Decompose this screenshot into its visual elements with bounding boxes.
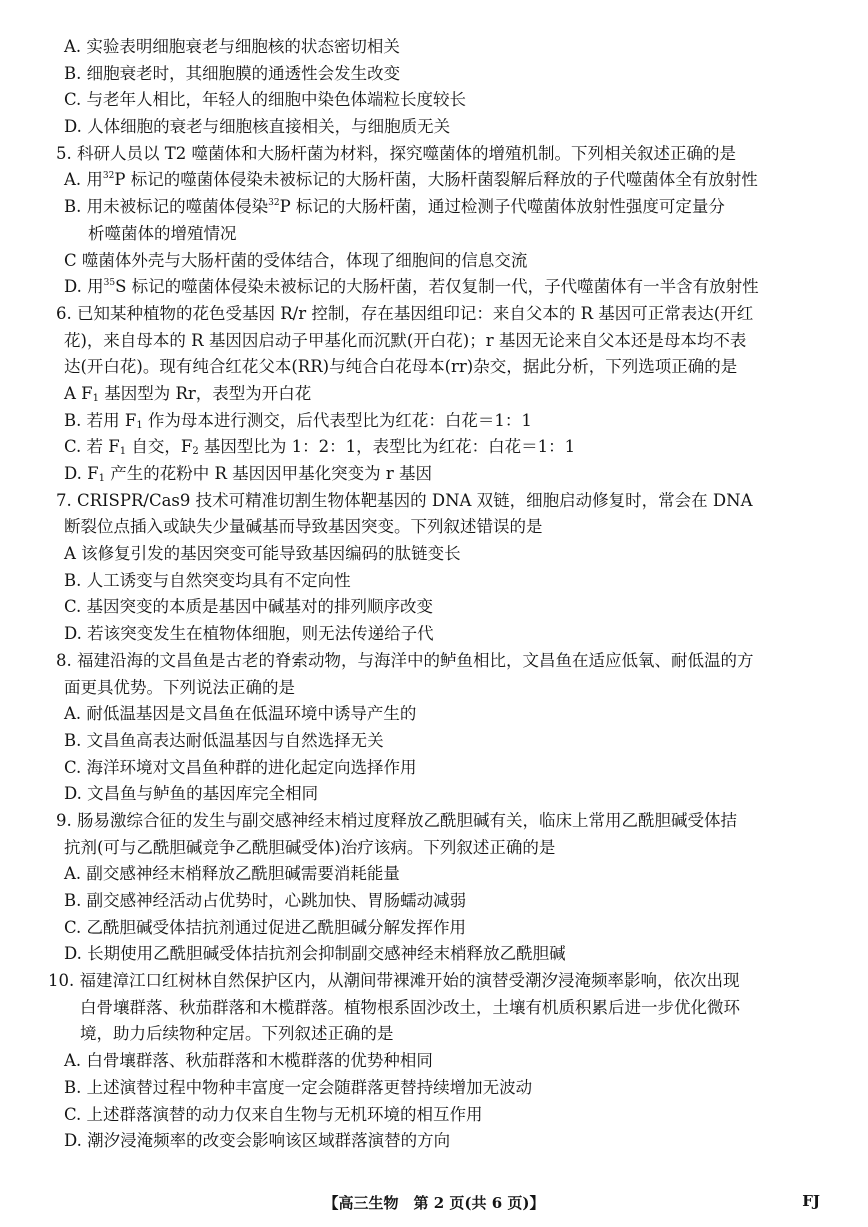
q10-option-a: A. 白骨壤群落、秋茄群落和木榄群落的优势种相同 [64, 1051, 433, 1071]
q7-option-b: B. 人工诱变与自然突变均具有不定向性 [64, 570, 351, 590]
q5-stem: 5. 科研人员以 T2 噬菌体和大肠杆菌为材料，探究噬菌体的增殖机制。下列相关叙述正确的是 [56, 143, 736, 163]
q5-option-d: D. 用$^{35}$S 标记的噬菌体侵染未被标记的大肠杆菌，若仅复制一代，子代噬菌体有一半含有放射性 [64, 277, 759, 297]
q6-option-b: B. 若用 $F_1$ 作为母本进行测交，后代表型比为红花：白花＝1：1 [64, 410, 532, 431]
q4-option-b: B. 细胞衰老时，其细胞膜的通透性会发生改变 [64, 63, 401, 83]
q9-stem-line-1: 9. 肠易激综合征的发生与副交感神经末梢过度释放乙酰胆碱有关，临床上常用乙酰胆碱受体拮 [56, 810, 737, 830]
q10-stem-line-2: 白骨壤群落、秋茄群落和木榄群落。植物根系固沙改土，土壤有机质积累后进一步优化微环 [80, 997, 740, 1017]
q8-option-a: A. 耐低温基因是文昌鱼在低温环境中诱导产生的 [64, 704, 417, 724]
q6-stem-line-2: 花)，来自母本的 R 基因因启动子甲基化而沉默(开白花)；r 基因无论来自父本还是母本均不表 [64, 330, 747, 350]
q8-option-d: D. 文昌鱼与鲈鱼的基因库完全相同 [64, 784, 319, 804]
page-footer: 【高三生物 第 2 页(共 6 页)】 [323, 1194, 545, 1212]
q5-option-b: B. 用未被标记的噬菌体侵染$^{32}$P 标记的大肠杆菌，通过检测子代噬菌体放射性强度可定量分 [64, 197, 725, 217]
q6-option-c: C. 若 $F_1$ 自交，$F_2$ 基因型比为 1：2：1，表型比为红花：白花＝1：1 [64, 437, 576, 458]
q7-option-c: C. 基因突变的本质是基因中碱基对的排列顺序改变 [64, 597, 434, 617]
q4-option-a: A. 实验表明细胞衰老与细胞核的状态密切相关 [64, 37, 400, 56]
q8-option-b: B. 文昌鱼高表达耐低温基因与自然选择无关 [64, 730, 384, 750]
q7-stem-line-1: 7. CRISPR/Cas9 技术可精准切割生物体靶基因的 DNA 双链，细胞启动修复时，常会在 DNA [56, 490, 753, 510]
q6-option-d: D. $F_1$ 产生的花粉中 R 基因因甲基化突变为 r 基因 [64, 464, 433, 484]
q8-option-c: C. 海洋环境对文昌鱼种群的进化起定向选择作用 [64, 757, 417, 777]
q9-option-d: D. 长期使用乙酰胆碱受体拮抗剂会抑制副交感神经末梢释放乙酰胆碱 [64, 944, 566, 964]
q7-stem-line-2: 断裂位点插入或缺失少量碱基而导致基因突变。下列叙述错误的是 [64, 517, 543, 537]
q5-option-b-continued: 析噬菌体的增殖情况 [88, 223, 237, 243]
region-code: FJ [802, 1192, 820, 1210]
q4-option-c: C. 与老年人相比，年轻人的细胞中染色体端粒长度较长 [64, 90, 467, 110]
q7-option-a: A 该修复引发的基因突变可能导致基因编码的肽链变长 [64, 544, 461, 564]
q5-option-c: C 噬菌体外壳与大肠杆菌的受体结合，体现了细胞间的信息交流 [64, 250, 528, 270]
q10-option-c: C. 上述群落演替的动力仅来自生物与无机环境的相互作用 [64, 1104, 483, 1124]
q9-option-b: B. 副交感神经活动占优势时，心跳加快、胃肠蠕动减弱 [64, 891, 467, 910]
q9-option-a: A. 副交感神经末梢释放乙酰胆碱需要消耗能量 [64, 864, 400, 884]
q5-option-a: A. 用$^{32}$P 标记的噬菌体侵染未被标记的大肠杆菌，大肠杆菌裂解后释放的子代噬菌体全有放射性 [64, 170, 758, 190]
q8-stem-line-2: 面更具优势。下列说法正确的是 [64, 677, 295, 697]
q6-stem-line-1: 6. 已知某种植物的花色受基因 R/r 控制，存在基因组印记：来自父本的 R 基因可正常表达(开红 [56, 303, 754, 323]
q7-option-d: D. 若该突变发生在植物体细胞，则无法传递给子代 [64, 624, 434, 644]
q10-option-b: B. 上述演替过程中物种丰富度一定会随群落更替持续增加无波动 [64, 1077, 533, 1097]
q6-stem-line-3: 达(开白花)。现有纯合红花父本(RR)与纯合白花母本(rr)杂交，据此分析，下列选项正确的是 [64, 357, 738, 377]
q10-stem-line-3: 境，助力后续物种定居。下列叙述正确的是 [80, 1024, 394, 1044]
q8-stem-line-1: 8. 福建沿海的文昌鱼是古老的脊索动物，与海洋中的鲈鱼相比，文昌鱼在适应低氧、耐低温的方 [56, 650, 754, 670]
q9-option-c: C. 乙酰胆碱受体拮抗剂通过促进乙酰胆碱分解发挥作用 [64, 917, 467, 937]
q4-option-d: D. 人体细胞的衰老与细胞核直接相关，与细胞质无关 [64, 117, 451, 137]
q10-option-d: D. 潮汐浸淹频率的改变会影响该区域群落演替的方向 [64, 1131, 451, 1151]
q10-stem-line-1: 10. 福建漳江口红树林自然保护区内，从潮间带裸滩开始的演替受潮汐浸淹频率影响，依次出现 [48, 971, 740, 991]
q9-stem-line-2: 抗剂(可与乙酰胆碱竞争乙酰胆碱受体)治疗该病。下列叙述正确的是 [64, 837, 556, 857]
q6-option-a: A $F_1$ 基因型为 Rr，表型为开白花 [64, 383, 312, 404]
